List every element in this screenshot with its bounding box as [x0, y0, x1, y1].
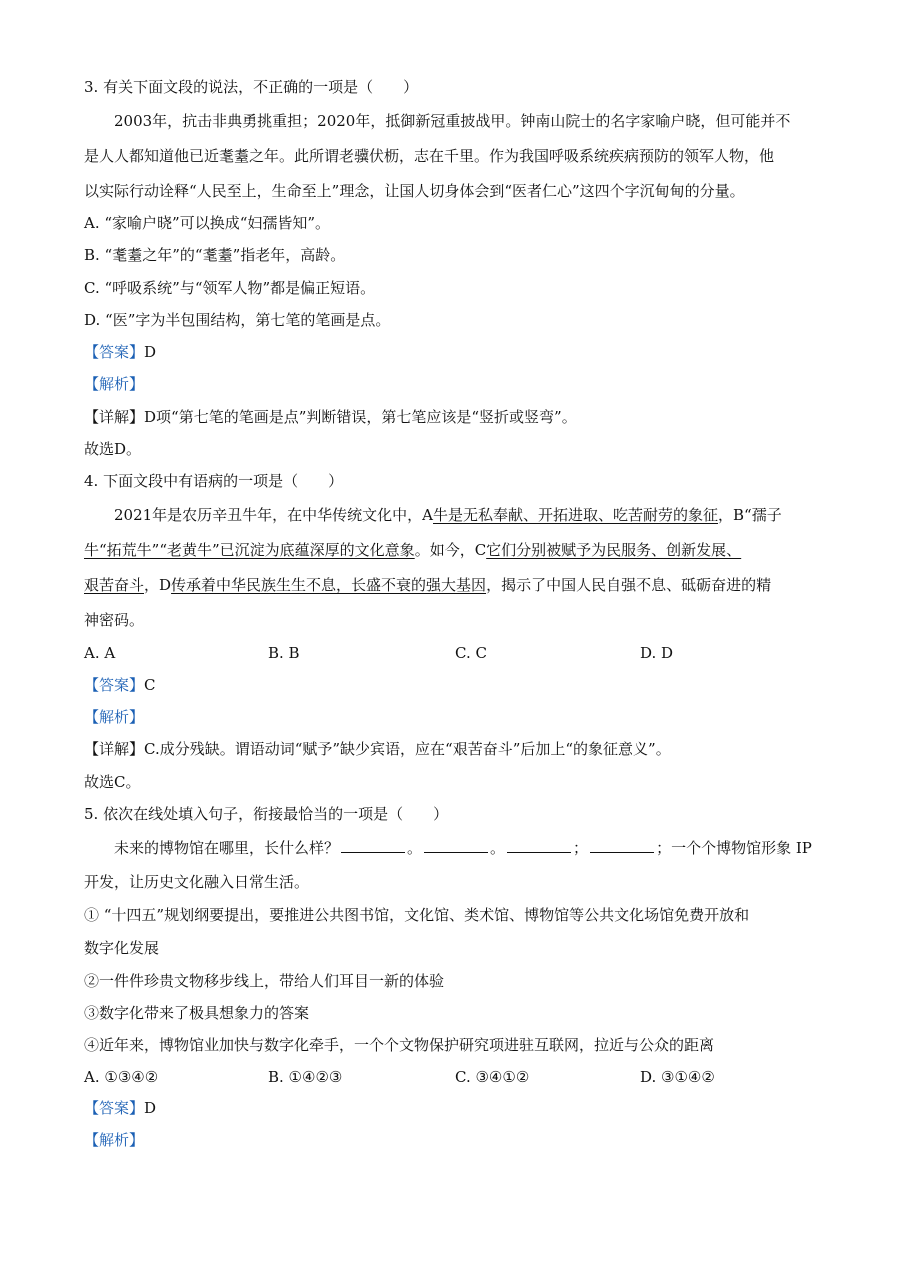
q3-analysis-label: 【解析】: [84, 375, 145, 393]
q3-detail: 【详解】D项“第七笔的笔画是点”判断错误，第七笔应该是“竖折或竖弯”。: [84, 408, 577, 426]
q5-text: 。: [407, 839, 423, 857]
q5-answer: [84, 1097, 156, 1119]
q4-text: ，B“孺子: [718, 506, 782, 524]
answer-label: 【答案】: [84, 343, 145, 361]
q3-answer: [84, 341, 156, 363]
q4-option-c: C. C: [455, 644, 487, 662]
q4-text: ，揭示了中国人民自强不息、砥砺奋进的精: [486, 576, 772, 594]
q4-option-b: B. B: [268, 644, 300, 662]
answer-value: C: [144, 676, 156, 694]
q4-text: 2021年是农历辛丑牛年，在中华传统文化中，A: [114, 506, 434, 524]
fill-blank: [341, 838, 405, 853]
q5-text: 未来的博物馆在哪里，长什么样？: [114, 839, 340, 857]
q4-passage-line-3: [84, 574, 771, 596]
q5-item-3: ③数字化带来了极具想象力的答案: [84, 1004, 310, 1022]
q5-text: ；: [573, 839, 589, 857]
q4-text: 。如今，C: [414, 541, 487, 559]
q5-passage-line-2: 开发，让历史文化融入日常生活。: [84, 873, 310, 891]
fill-blank: [590, 838, 654, 853]
q4-conclusion: 故选C。: [84, 773, 141, 791]
q3-passage-line-1: 2003年，抗击非典勇挑重担；2020年，抵御新冠重披战甲。钟南山院士的名字家喻户晓，但可能并不: [114, 112, 791, 130]
q4-passage-line-1: [114, 504, 782, 526]
q5-stem: 5. 依次在线处填入句子，衔接最恰当的一项是（ ）: [84, 805, 449, 823]
q3-stem: 3. 有关下面文段的说法，不正确的一项是（ ）: [84, 78, 419, 96]
q4-analysis-label: 【解析】: [84, 708, 145, 726]
q5-item-1-cont: 数字化发展: [84, 939, 160, 957]
fill-blank: [507, 838, 571, 853]
q4-detail: 【详解】C.成分残缺。谓语动词“赋予”缺少宾语，应在“艰苦奋斗”后加上“的象征意义”。: [84, 740, 671, 758]
q5-option-b: B. ①④②③: [268, 1068, 343, 1086]
q4-answer: [84, 674, 156, 696]
q5-option-a: A. ①③④②: [84, 1068, 159, 1086]
q5-option-d: D. ③①④②: [640, 1068, 715, 1086]
q3-option-c: C. “呼吸系统”与“领军人物”都是偏正短语。: [84, 279, 376, 297]
answer-label: 【答案】: [84, 676, 145, 694]
q5-option-c: C. ③④①②: [455, 1068, 530, 1086]
q4-underline-b: 牛“拓荒牛”“老黄牛”已沉淀为底蕴深厚的文化意象: [84, 541, 415, 559]
q4-underline-c-cont: 艰苦奋斗: [84, 576, 145, 594]
q5-passage-line-1: [114, 837, 812, 859]
q4-option-a: A. A: [84, 644, 116, 662]
q3-passage-line-2: 是人人都知道他已近耄耋之年。此所谓老骥伏枥，志在千里。作为我国呼吸系统疾病预防的领军人物，他: [84, 147, 775, 165]
q5-item-2: ②一件件珍贵文物移步线上，带给人们耳目一新的体验: [84, 972, 445, 990]
q4-underline-c: 它们分别被赋予为民服务、创新发展、: [486, 541, 742, 559]
q4-underline-d: 传承着中华民族生生不息，长盛不衰的强大基因: [171, 576, 487, 594]
q4-option-d: D. D: [640, 644, 674, 662]
answer-label: 【答案】: [84, 1099, 145, 1117]
fill-blank: [424, 838, 488, 853]
q3-conclusion: 故选D。: [84, 440, 142, 458]
q4-passage-line-2: [84, 539, 741, 561]
q5-text: ；一个个博物馆形象 IP: [656, 839, 812, 857]
q5-item-1: ① “十四五”规划纲要提出，要推进公共图书馆，文化馆、类术馆、博物馆等公共文化场馆免费开放和: [84, 906, 750, 924]
q3-option-b: B. “耄耋之年”的“耄耋”指老年，高龄。: [84, 246, 346, 264]
q4-underline-a: 牛是无私奉献、开拓进取、吃苦耐劳的象征: [433, 506, 719, 524]
answer-value: D: [144, 1099, 157, 1117]
q4-stem: 4. 下面文段中有语病的一项是（ ）: [84, 472, 344, 490]
q3-option-a: A. “家喻户晓”可以换成“妇孺皆知”。: [84, 214, 331, 232]
q4-text: ，D: [144, 576, 172, 594]
answer-value: D: [144, 343, 157, 361]
q4-passage-line-4: 神密码。: [84, 611, 145, 629]
q5-item-4: ④近年来，博物馆业加快与数字化牵手，一个个文物保护研究项进驻互联网，拉近与公众的距离: [84, 1036, 715, 1054]
q5-analysis-label: 【解析】: [84, 1131, 145, 1149]
q3-option-d: D. “医”字为半包围结构，第七笔的笔画是点。: [84, 311, 391, 329]
q3-passage-line-3: 以实际行动诠释“人民至上，生命至上”理念，让国人切身体会到“医者仁心”这四个字沉甸甸的分量。: [84, 182, 745, 200]
q5-text: 。: [490, 839, 506, 857]
